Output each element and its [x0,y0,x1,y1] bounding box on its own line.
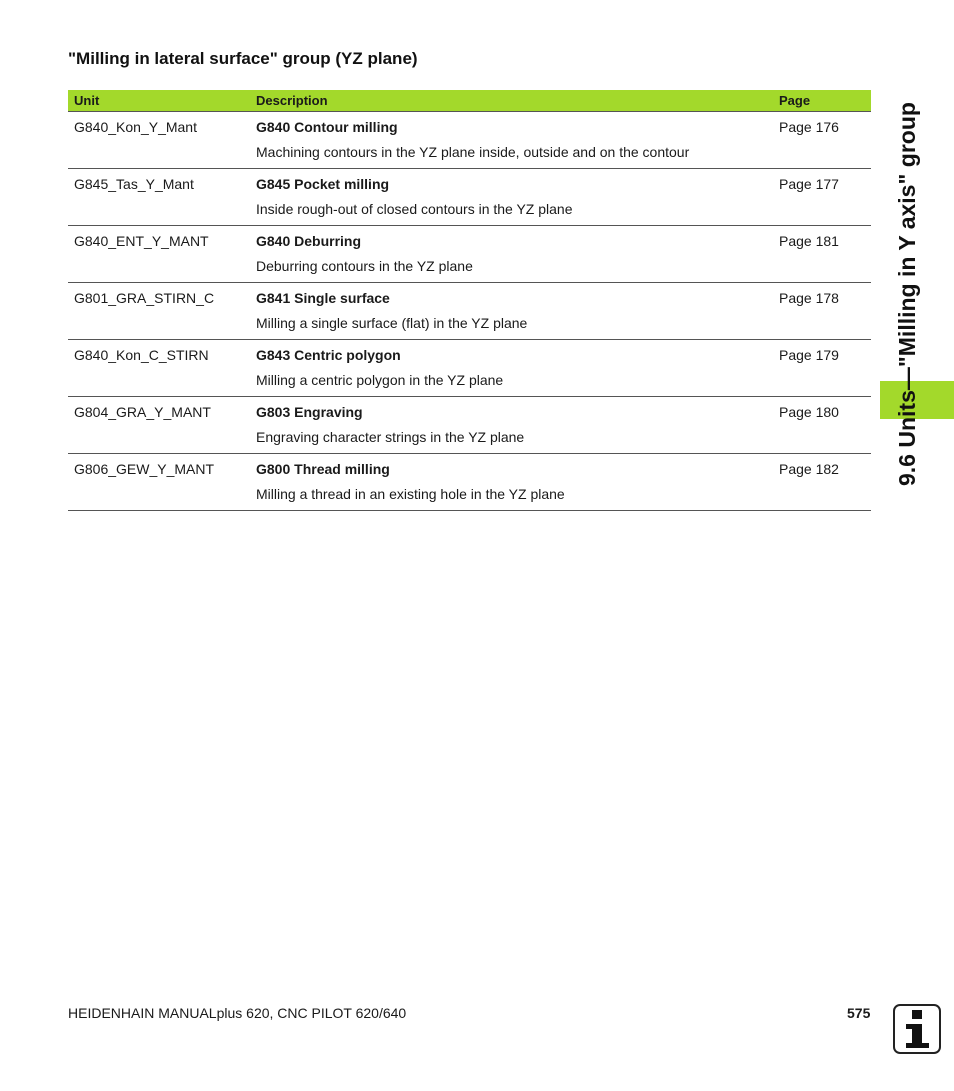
header-description: Description [256,93,328,108]
table-row [68,340,871,397]
unit-title: G840 Contour milling [256,119,398,135]
unit-name: G801_GRA_STIRN_C [74,290,215,306]
unit-page: Page 176 [779,119,839,135]
chapter-side-title: 9.6 Units—"Milling in Y axis" group [894,102,920,486]
unit-page: Page 179 [779,347,839,363]
table-header [68,90,871,112]
unit-title: G845 Pocket milling [256,176,390,192]
unit-name: G840_Kon_Y_Mant [74,119,197,135]
unit-title: G843 Centric polygon [256,347,401,363]
unit-name: G804_GRA_Y_MANT [74,404,211,420]
unit-name: G806_GEW_Y_MANT [74,461,215,477]
unit-title: G803 Engraving [256,404,363,420]
table-row [68,397,871,454]
unit-page: Page 180 [779,404,839,420]
unit-detail: Milling a centric polygon in the YZ plane [256,372,504,388]
unit-detail: Milling a thread in an existing hole in the YZ plane [256,486,565,502]
footer-text: HEIDENHAIN MANUALplus 620, CNC PILOT 620/640 [68,1005,407,1021]
unit-name: G840_Kon_C_STIRN [74,347,209,363]
info-icon [893,1004,941,1054]
unit-page: Page 178 [779,290,839,306]
unit-page: Page 177 [779,176,839,192]
unit-detail: Deburring contours in the YZ plane [256,258,473,274]
table-row [68,454,871,511]
unit-detail: Milling a single surface (flat) in the YZ plane [256,315,528,331]
unit-page: Page 181 [779,233,839,249]
unit-title: G800 Thread milling [256,461,390,477]
unit-detail: Engraving character strings in the YZ plane [256,429,525,445]
table-row [68,283,871,340]
unit-detail: Machining contours in the YZ plane inside, outside and on the contour [256,144,690,160]
table-row [68,112,871,169]
page-number: 575 [847,1005,871,1021]
unit-name: G840_ENT_Y_MANT [74,233,209,249]
unit-page: Page 182 [779,461,839,477]
table-row [68,226,871,283]
unit-title: G840 Deburring [256,233,362,249]
header-unit: Unit [74,93,100,108]
unit-detail: Inside rough-out of closed contours in the YZ plane [256,201,573,217]
unit-title: G841 Single surface [256,290,390,306]
unit-name: G845_Tas_Y_Mant [74,176,194,192]
section-heading: "Milling in lateral surface" group (YZ plane) [68,49,418,68]
units-table [68,90,871,511]
table-row [68,169,871,226]
header-page: Page [779,93,811,108]
